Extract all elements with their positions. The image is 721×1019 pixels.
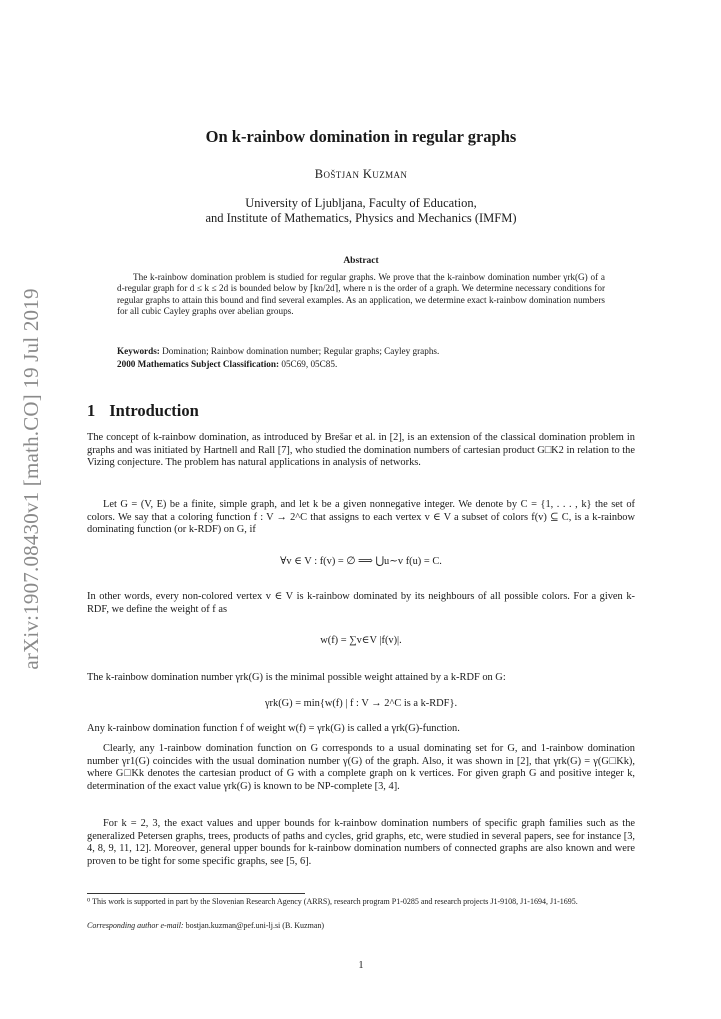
paragraph-1: The concept of k-rainbow domination, as introduced by Brešar et al. in [2], is an extension of the classical domination problem in graphs and was initiated by Hartnell and Rall [7], who studied the domination numbers of cartesian product G□K2 in relation to the Vizing conjecture. The problem has natural applications in analysis of networks. [87,432,635,469]
keywords-text: Domination; Rainbow domination number; Regular graphs; Cayley graphs. [162,346,440,356]
section-number: 1 [87,401,96,420]
paragraph-3: In other words, every non-colored vertex v ∈ V is k-rainbow dominated by its neighbours of all possible colors. For a given k-RDF, we define the weight of f as [87,591,635,615]
paragraph-5: Any k-rainbow domination function f of weight w(f) = γrk(G) is called a γrk(G)-function. [87,723,460,734]
footnote-contact-email: bostjan.kuzman@pef.uni-lj.si (B. Kuzman) [185,921,325,930]
paragraph-7: For k = 2, 3, the exact values and upper bounds for k-rainbow domination numbers of specific graph families such as the generalized Petersen graphs, trees, products of paths and cycles, grid graphs, etc, were studied in several papers, see for instance [3, 4, 8, 9, 11, 12]. Moreover, general upper bounds for k-rainbow domination numbers of connected graphs are also known and were proven to be tight for some specific graphs, see [5, 6]. [87,818,635,868]
section-title: Introduction [109,401,199,420]
affiliation [87,196,635,226]
footnote-contact [87,921,635,932]
author-name: Boštjan Kuzman [314,167,408,181]
keywords-label: Keywords: [117,346,160,356]
footnote-funding: ⁰ This work is supported in part by the Slovenian Research Agency (ARRS), research program P1-0285 and research projects J1-9108, J1-1694, J1-1695. [87,897,578,906]
equation-weight: w(f) = ∑v∈V |f(v)|. [320,635,402,646]
keywords-line [117,346,605,357]
paragraph-6: Clearly, any 1-rainbow domination function on G corresponds to a usual dominating set for G, and 1-rainbow domination number γr1(G) coincides with the usual domination number γ(G) of the graph. Also, it was shown in [2], that γrk(G) = γ(G□Kk), where G□Kk denotes the cartesian product of G with a complete graph on k vertices. For given graph G and positive integer k, determination of the exact value γrk(G) is known to be NP-complete [3, 4]. [87,743,635,793]
abstract-text: The k-rainbow domination problem is studied for regular graphs. We prove that the k-rainbow domination number γrk(G) of a d-regular graph for d ≤ k ≤ 2d is bounded below by ⌈kn/2d⌉, where n is the order of a graph. We determine necessary conditions for regular graphs to attain this bound and find several examples. As an application, we determine exact k-rainbow domination numbers for all cubic Cayley graphs over abelian groups. [117,272,605,317]
affiliation-line-2: and Institute of Mathematics, Physics and Mechanics (IMFM) [205,211,517,225]
affiliation-line-1: University of Ljubljana, Faculty of Education, [245,196,477,210]
equation-rainbow-number: γrk(G) = min{w(f) | f : V → 2^C is a k-RDF}. [264,698,458,709]
equation-rdf-condition: ∀v ∈ V : f(v) = ∅ ⟹ ⋃u∼v f(u) = C. [280,556,442,567]
section-heading [87,401,213,421]
msc-label: 2000 Mathematics Subject Classification: [117,359,280,369]
arxiv-side-stamp: arXiv:1907.08430v1 [math.CO] 19 Jul 2019 [19,288,43,670]
msc-line [117,359,605,370]
footnote-contact-label: Corresponding author e-mail: [87,921,184,930]
msc-text: 05C69, 05C85. [281,359,338,369]
footnote-rule [87,893,305,894]
paragraph-4: The k-rainbow domination number γrk(G) is the minimal possible weight attained by a k-RDF on G: [87,672,506,683]
paper-title: On k-rainbow domination in regular graphs [205,127,517,146]
abstract-heading: Abstract [343,256,379,266]
paragraph-2: Let G = (V, E) be a finite, simple graph, and let k be a given nonnegative integer. We denote by C = {1, . . . , k} the set of colors. We say that a coloring function f : V → 2^C that assigns to each vertex v ∈ V a subset of colors f(v) ⊆ C, is a k-rainbow dominating function (or k-RDF) on G, if [87,499,635,536]
page-number: 1 [358,960,364,971]
